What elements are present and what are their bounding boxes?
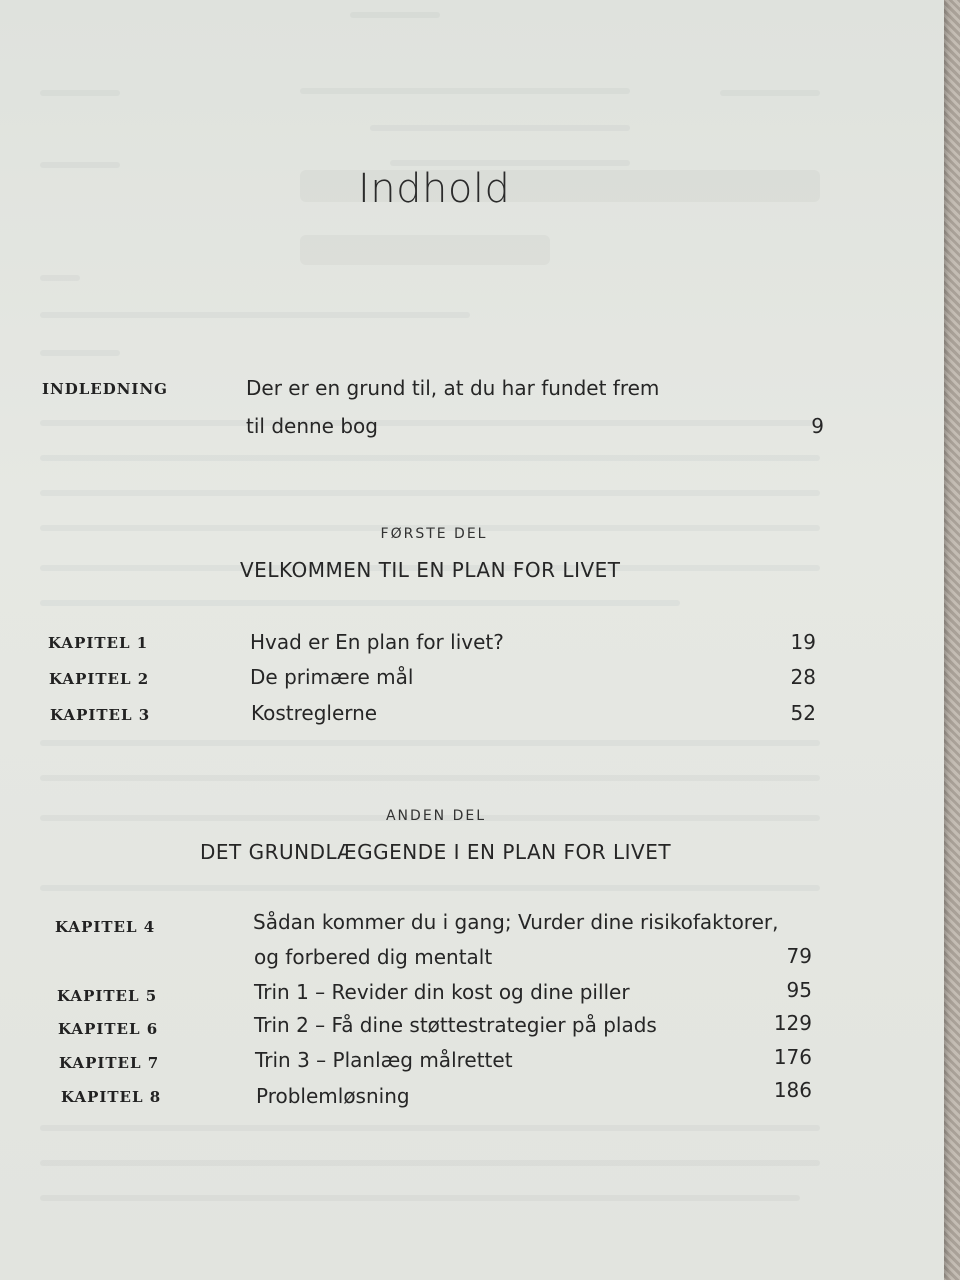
chapter-7-title: Trin 3 – Planlæg målrettet xyxy=(255,1048,513,1072)
chapter-2-title: De primære mål xyxy=(250,665,414,689)
chapter-5-title: Trin 1 – Revider din kost og dine piller xyxy=(254,980,630,1004)
intro-page-number: 9 xyxy=(811,414,824,438)
part-1-label: FØRSTE DEL xyxy=(380,526,488,542)
chapter-3-label: KAPITEL 3 xyxy=(50,706,151,724)
page-title: Indhold xyxy=(358,166,511,212)
intro-title-line1: Der er en grund til, at du har fundet frem xyxy=(246,376,660,400)
part-1-title: VELKOMMEN TIL EN PLAN FOR LIVET xyxy=(240,558,621,582)
chapter-4-title-line2: og forbered dig mentalt xyxy=(254,945,493,969)
intro-title-line2: til denne bog xyxy=(246,414,378,438)
part-2-title: DET GRUNDLÆGGENDE I EN PLAN FOR LIVET xyxy=(200,840,672,864)
chapter-7-page: 176 xyxy=(773,1045,812,1069)
intro-label: INDLEDNING xyxy=(42,380,168,398)
chapter-5-page: 95 xyxy=(786,978,812,1002)
chapter-4-label: KAPITEL 4 xyxy=(55,918,156,936)
chapter-5-label: KAPITEL 5 xyxy=(57,987,158,1005)
chapter-3-title: Kostreglerne xyxy=(251,701,378,725)
chapter-3-page: 52 xyxy=(790,701,816,725)
part-2-label: ANDEN DEL xyxy=(385,808,487,824)
chapter-8-title: Problemløsning xyxy=(256,1084,410,1108)
chapter-2-label: KAPITEL 2 xyxy=(49,670,150,688)
chapter-6-title: Trin 2 – Få dine støttestrategier på plads xyxy=(254,1013,657,1037)
chapter-7-label: KAPITEL 7 xyxy=(59,1054,160,1072)
chapter-1-title: Hvad er En plan for livet? xyxy=(250,630,504,654)
chapter-6-label: KAPITEL 6 xyxy=(58,1020,159,1038)
chapter-2-page: 28 xyxy=(790,665,816,689)
chapter-8-page: 186 xyxy=(773,1078,812,1102)
chapter-4-page: 79 xyxy=(786,944,812,968)
chapter-6-page: 129 xyxy=(773,1011,812,1035)
chapter-4-title-line1: Sådan kommer du i gang; Vurder dine risikofaktorer, xyxy=(253,910,779,934)
chapter-1-label: KAPITEL 1 xyxy=(48,634,149,652)
chapter-8-label: KAPITEL 8 xyxy=(61,1088,162,1106)
chapter-1-page: 19 xyxy=(790,630,816,654)
